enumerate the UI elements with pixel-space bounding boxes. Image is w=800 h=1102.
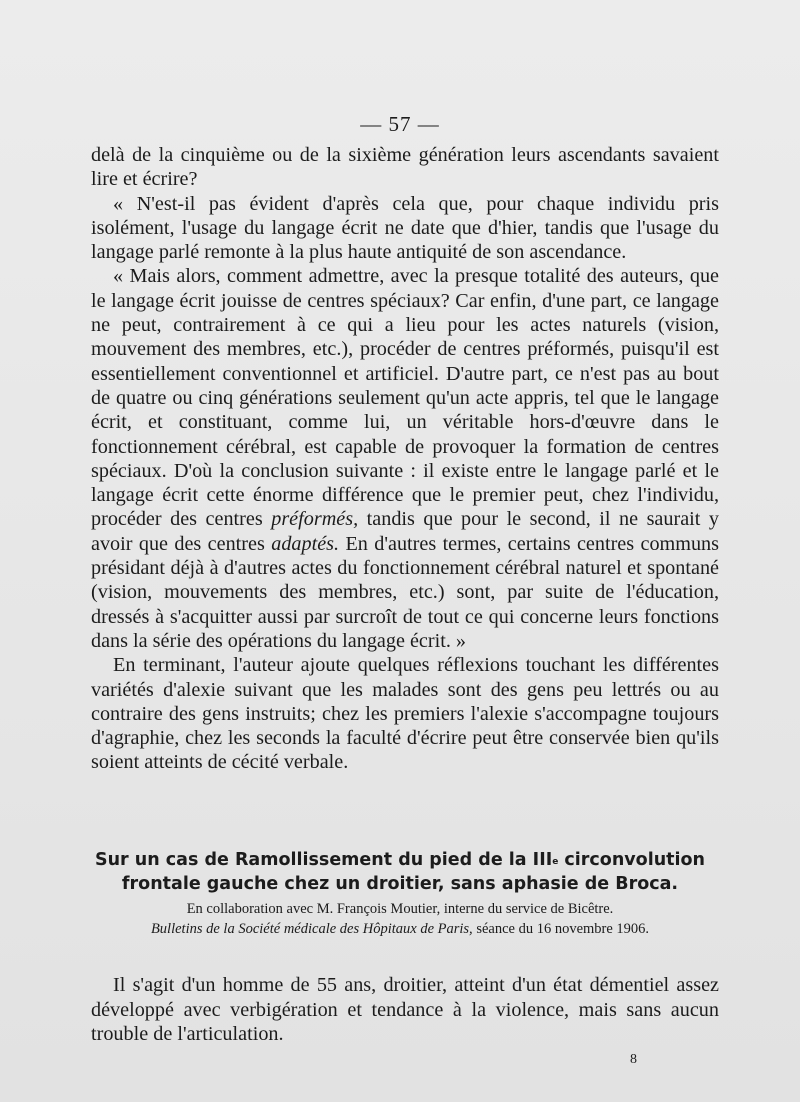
bulletin-reference — [0, 919, 800, 939]
paragraph-continuation: delà de la cinquième ou de la sixième génération leurs ascendants savaient lire et écrire? — [91, 144, 719, 191]
case-paragraph: Il s'agit d'un homme de 55 ans, droitier, atteint d'un état démentiel assez développé avec verbigération et tendance à la violence, mais sans aucun trouble de l'articulation. — [91, 974, 719, 1045]
section-title-line1: Sur un cas de Ramollissement du pied de la III — [94, 850, 553, 870]
quote-2-part-b: tandis que pour le second, il ne saurait y avoir que des centres — [91, 508, 719, 555]
paragraph-quote-2 — [91, 264, 719, 653]
collaboration-note: En collaboration avec M. François Moutier, interne du service de Bicêtre. — [186, 901, 614, 917]
section-title-superscript: e — [552, 857, 559, 867]
section-title-line2: frontale gauche chez un droitier, sans aphasie de Broca. — [121, 874, 679, 894]
quote-2-part-a: « Mais alors, comment admettre, avec la presque totalité des auteurs, que le langage écrit jouisse de centres spéciaux? Car enfin, d'une part, ce langage ne peut, contrairement à ce qui a lieu pour les actes naturels (vision, mouvement des membres, etc.), procéder de centres préformés, puisqu'il est essentiellement conventionnel et artificiel. D'autre part, ce n'est pas au bout de quatre ou cinq générations seulement qu'un acte appris, tel que le langage écrit, et constituant, comme lui, un véritable hors-d'œuvre dans le fonctionnement cérébral, est capable de provoquer la formation de centres spéciaux. D'où la conclusion suivante : il existe entre le langage parlé et le langage écrit cette énorme différence que le premier peut, chez l'individu, procéder des centres — [91, 265, 719, 531]
bulletin-date: séance du 16 novembre 1906. — [472, 921, 650, 937]
body-text-top — [91, 143, 719, 775]
quote-2-part-c: En d'autres termes, certains centres communs présidant déjà à d'autres actes du fonctionnement cérébral naturel et spontané (vision, mouvements des membres, etc.) sont, par suite de l'éducation, dressés à s'acquitter aussi par surcroît de tout ce qui concerne leurs fonctions dans la série des opérations du langage écrit. » — [91, 532, 719, 652]
body-text-bottom — [91, 973, 719, 1047]
italic-preformes: préformés, — [271, 508, 359, 531]
page-number: — 57 — — [360, 112, 440, 136]
bulletin-title: Bulletins de la Société médicale des Hôpitaux de Paris, — [150, 921, 473, 937]
signature-mark: 8 — [630, 1052, 637, 1067]
paragraph-quote-1: « N'est-il pas évident d'après cela que, pour chaque individu pris isolément, l'usage du langage écrit ne date que d'hier, tandis que l'usage du langage parlé remonte à la plus haute antiquité de son ascendance. — [91, 192, 719, 264]
italic-adaptes: adaptés. — [271, 532, 340, 555]
paragraph-conclusion: En terminant, l'auteur ajoute quelques réflexions touchant les différentes variétés d'alexie suivant que les malades sont des gens peu lettrés ou au contraire des gens instruits; chez les premiers l'alexie s'accompagne toujours d'agraphie, chez les seconds la faculté d'écrire peut être conservée bien qu'ils soient atteints de cécité verbale. — [91, 654, 719, 774]
section-title — [60, 848, 740, 896]
section-title-line1-end: circonvolution — [558, 850, 706, 870]
